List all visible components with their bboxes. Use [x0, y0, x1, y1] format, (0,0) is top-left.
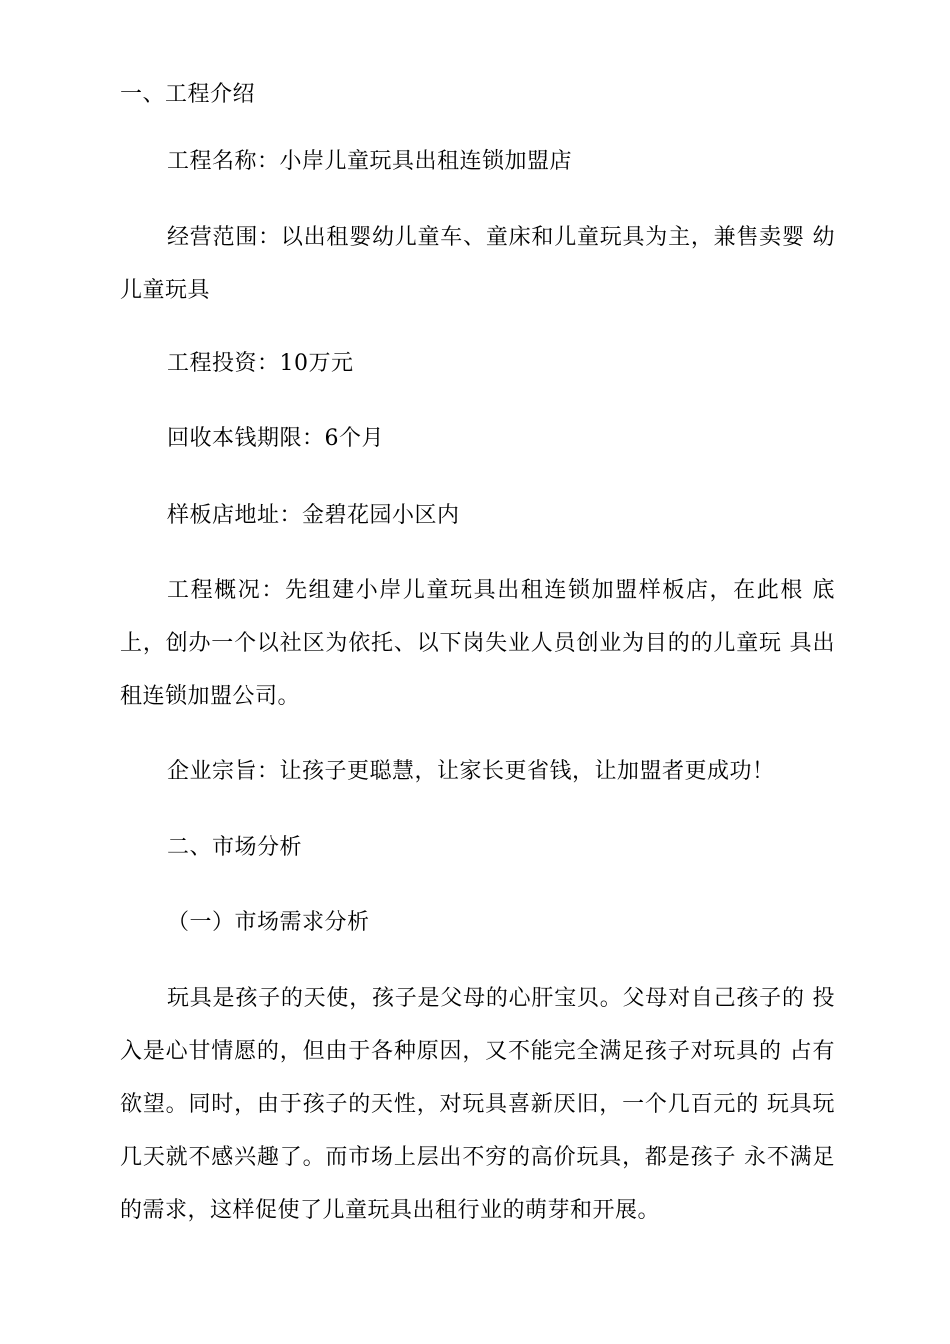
business-scope-paragraph: 经营范围：以出租婴幼儿童车、童床和儿童玩具为主，兼售卖婴 幼儿童玩具: [120, 225, 835, 303]
section-heading-project-intro: 一、工程介绍: [120, 82, 256, 107]
sample-store-address-line: 样板店地址：金碧花园小区内: [167, 503, 460, 528]
section-heading-market-analysis: 二、市场分析: [167, 835, 303, 860]
market-demand-paragraph: 玩具是孩子的天使，孩子是父母的心肝宝贝。父母对自己孩子的 投入是心甘情愿的，但由于各种原因，又不能完全满足孩子对玩具的 占有欲望。同时，由于孩子的天性，对玩具喜新厌旧，一个几百元的 玩具玩几天就不感兴趣了。而市场上层出不穷的高价玩具，都是孩子 永不满足的需求，这样促使了儿童玩具出租行业的萌芽和开展。: [120, 986, 835, 1223]
project-overview-paragraph: 工程概况：先组建小岸儿童玩具出租连锁加盟样板店，在此根 底上，创办一个以社区为依托、以下岗失业人员创业为目的的儿童玩 具出租连锁加盟公司。: [120, 578, 835, 709]
investment-line: 工程投资：10万元: [167, 351, 354, 376]
subsection-heading-demand-analysis: （一）市场需求分析: [167, 910, 370, 935]
project-name-line: 工程名称：小岸儿童玩具出租连锁加盟店: [167, 149, 573, 174]
payback-period-line: 回收本钱期限：6个月: [167, 426, 384, 451]
company-mission-line: 企业宗旨：让孩子更聪慧，让家长更省钱，让加盟者更成功！: [167, 759, 775, 784]
